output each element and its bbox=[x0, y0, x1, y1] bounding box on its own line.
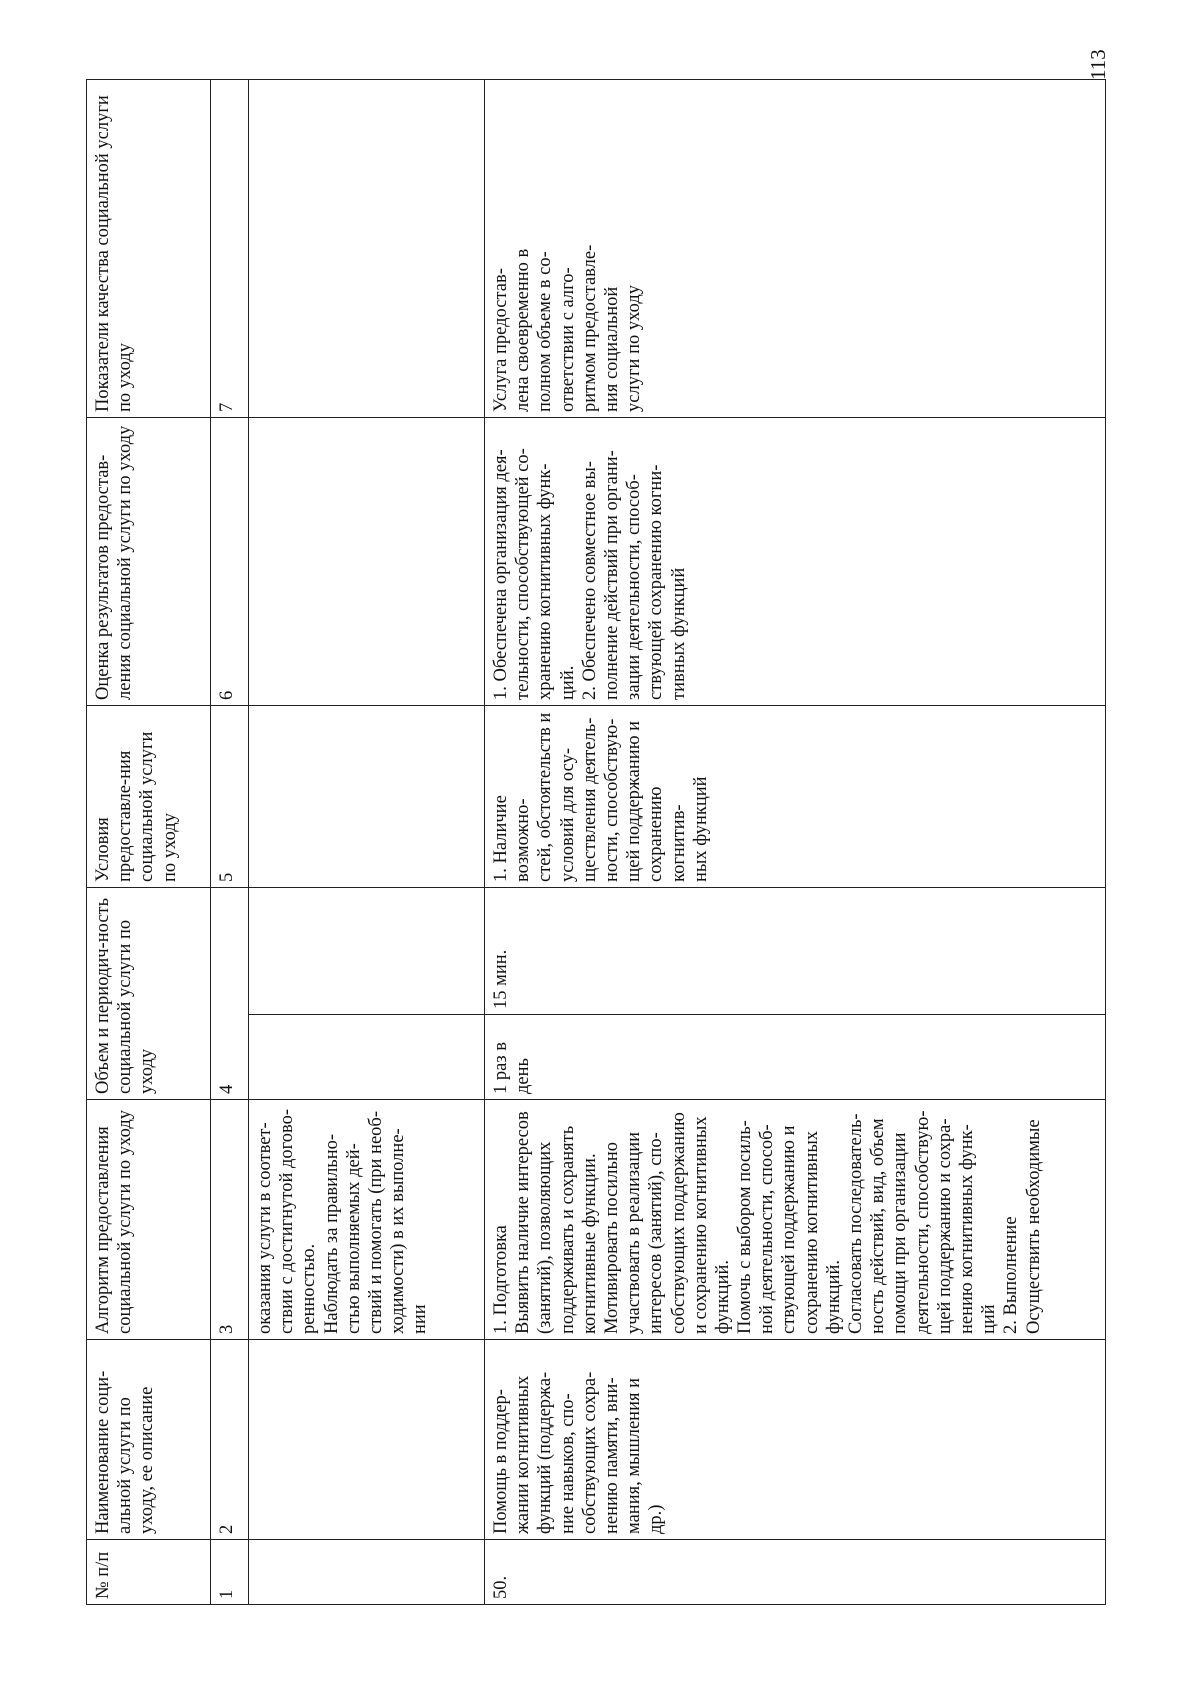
continued-quality-cell bbox=[249, 79, 485, 417]
periodicity-text: 1 раз в день bbox=[485, 1015, 1106, 1100]
rotated-page-content bbox=[86, 80, 1106, 1605]
continued-periodicity-cell bbox=[249, 1015, 485, 1100]
header-number: № п/п bbox=[87, 1540, 211, 1605]
service-name-text: Помощь в поддер- жании когнитивных функций (поддержа- ние навыков, спо- собствующих сохра- нению памяти, вни- мания, мышления и др.) bbox=[485, 1340, 1106, 1540]
column-number: 5 bbox=[211, 705, 249, 887]
column-number-row bbox=[211, 79, 249, 1604]
social-care-services-table bbox=[86, 79, 1106, 1605]
quality-text: Услуга предостав- лена своевременно в полном объеме в со- ответствии с алго- ритмом предоставле- ния социальной услуги по уходу bbox=[485, 79, 1106, 417]
conditions-text: 1. Наличие возможно- стей, обстоятельств и условий для осу- ществления деятель- ности, способствую- щей поддержанию и сохранению когнитив- ных функций bbox=[485, 705, 1106, 887]
header-volume-periodicity: Объем и периодич-ность социальной услуги по уходу bbox=[87, 887, 211, 1099]
column-number: 2 bbox=[211, 1340, 249, 1540]
header-results-assessment: Оценка результатов предостав-ления социальной услуги по уходу bbox=[87, 417, 211, 705]
column-number: 4 bbox=[211, 887, 249, 1099]
continued-algorithm-text: оказания услуги в соответ- ствии с достигнутой догово- ренностью. Наблюдать за правильно- стью выполняемых дей- ствий и помогать (при необ- ходимости) в их выполне- нии bbox=[249, 1100, 485, 1340]
continued-name-cell bbox=[249, 1340, 485, 1540]
continued-volume-cell bbox=[249, 887, 485, 1014]
continued-row bbox=[249, 79, 485, 1604]
continued-conditions-cell bbox=[249, 705, 485, 887]
continued-results-cell bbox=[249, 417, 485, 705]
header-row bbox=[87, 79, 211, 1604]
results-text: 1. Обеспечена организация дея- тельности, способствующей со- хранению когнитивных функ- ций. 2. Обеспечено совместное вы- полнение действий при органи- зации деятельности, способ- ствующей сохранению когни- тивных функций bbox=[485, 417, 1106, 705]
column-number: 1 bbox=[211, 1540, 249, 1605]
algorithm-text: 1. Подготовка Выявить наличие интересов (занятий), позволяющих поддерживать и сохранять когнитивные функции. Мотивировать посильно участвовать в реализации интересов (занятий), спо- собствующих поддержанию и сохранению когнитивных функций. Помочь с выбором посиль- ной деятельности, способ- ствующей поддержанию и сохранению когнитивных функций. Согласовать последователь- ность действий, вид, объем помощи при организации деятельности, способствую- щей поддержанию и сохра- нению когнитивных функ- ций 2. Выполнение Осуществить необходимые bbox=[485, 1100, 1106, 1340]
row-number: 50. bbox=[485, 1540, 1106, 1605]
column-number: 6 bbox=[211, 417, 249, 705]
header-conditions: Условия предоставле-ния социальной услуги по уходу bbox=[87, 705, 211, 887]
page-number: 113 bbox=[1086, 49, 1110, 80]
column-number: 7 bbox=[211, 79, 249, 417]
column-number: 3 bbox=[211, 1100, 249, 1340]
continued-number-cell bbox=[249, 1540, 485, 1605]
header-service-name: Наименование соци-альной услуги по уходу, ее описание bbox=[87, 1340, 211, 1540]
header-quality-indicators: Показатели качества социальной услуги по уходу bbox=[87, 79, 211, 417]
volume-text: 15 мин. bbox=[485, 887, 1106, 1014]
table-row-50 bbox=[485, 79, 1106, 1604]
header-algorithm: Алгоритм предоставления социальной услуги по уходу bbox=[87, 1100, 211, 1340]
